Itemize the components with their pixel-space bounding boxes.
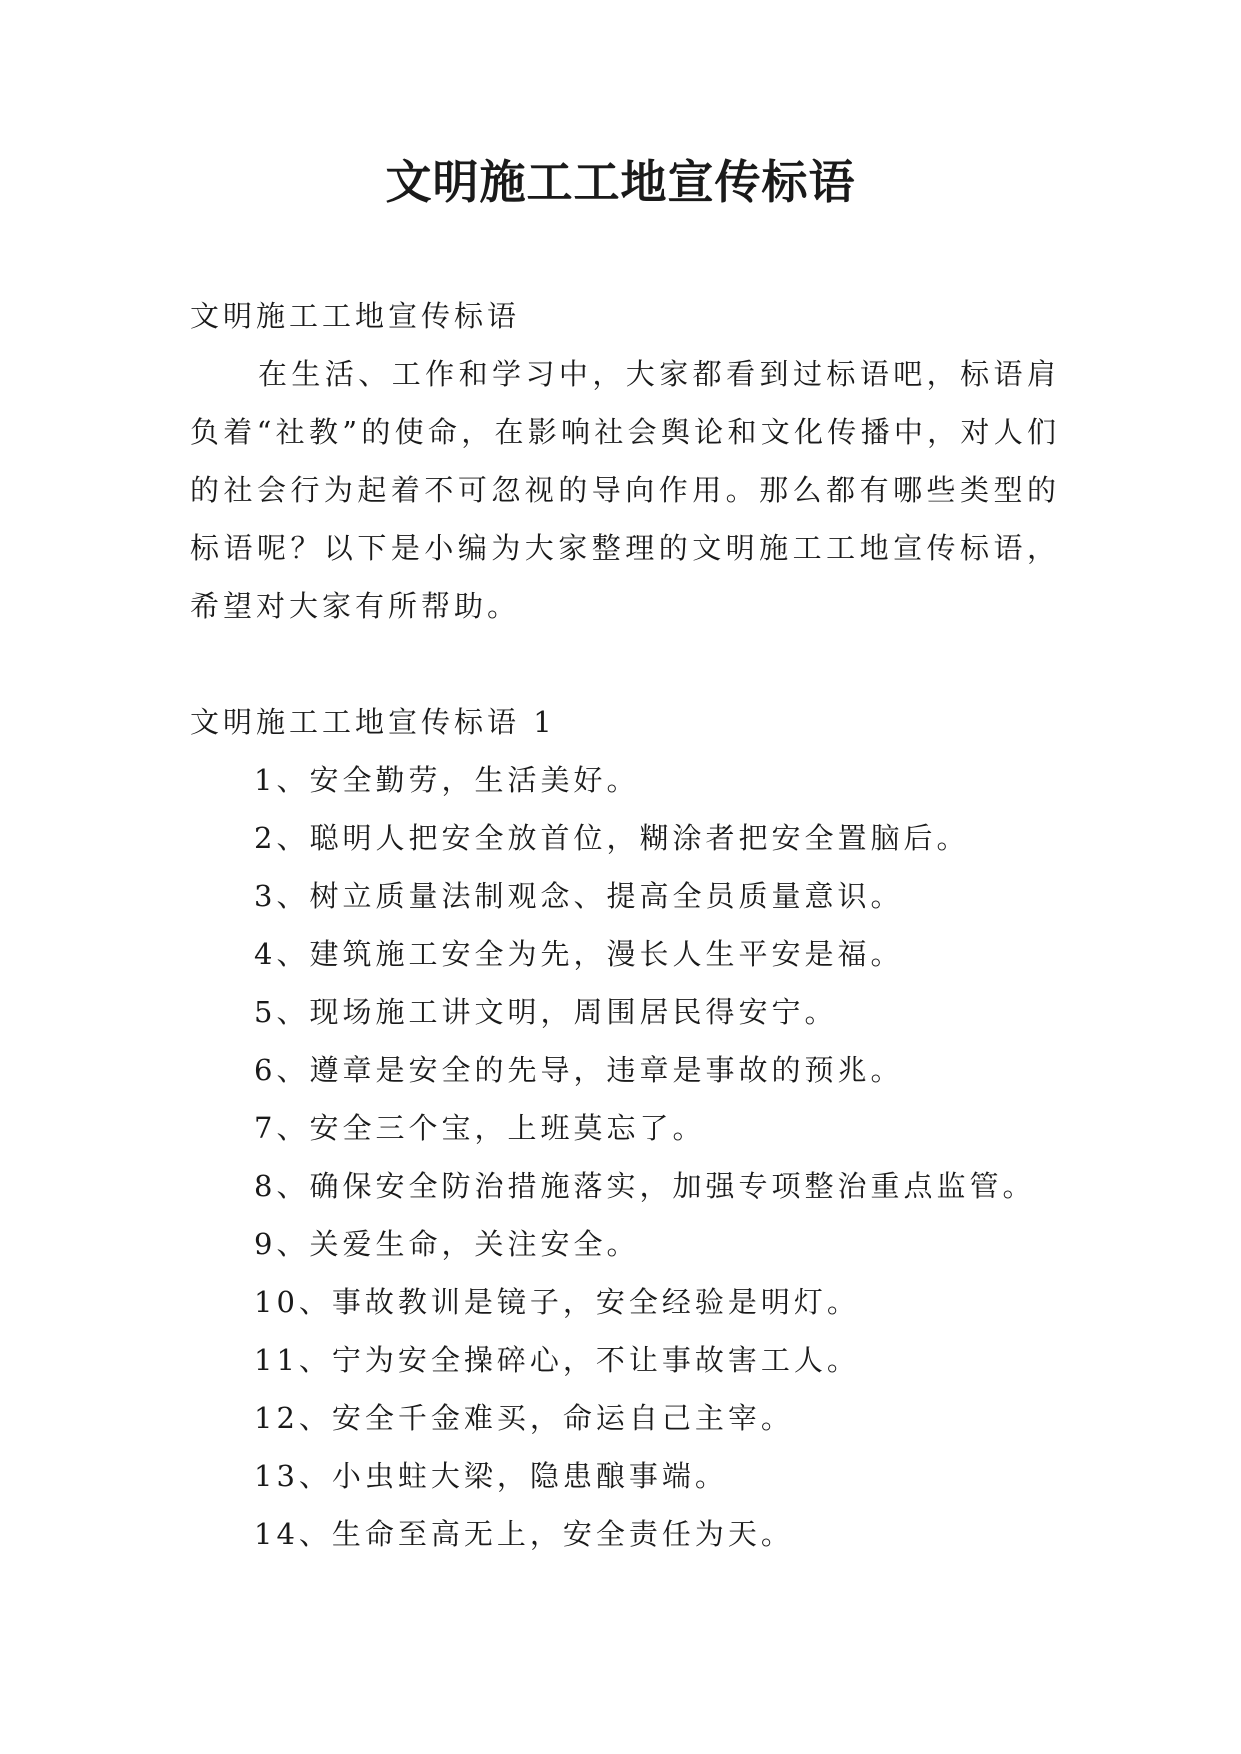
intro-paragraph: 在生活、工作和学习中，大家都看到过标语吧，标语肩负着“社教”的使命，在影响社会舆论和文化传播中，对人们的社会行为起着不可忽视的导向作用。那么都有哪些类型的标语呢？以下是小编为大家整理的文明施工工地宣传标语，希望对大家有所帮助。 — [190, 357, 1060, 623]
slogan-item: 4、建筑施工安全为先，漫长人生平安是福。 — [254, 937, 904, 971]
slogan-item: 5、现场施工讲文明，周围居民得安宁。 — [254, 995, 838, 1029]
slogan-item: 11、宁为安全操碎心，不让事故害工人。 — [254, 1343, 860, 1377]
slogan-item: 2、聪明人把安全放首位，糊涂者把安全置脑后。 — [254, 821, 970, 855]
slogan-item: 14、生命至高无上，安全责任为天。 — [254, 1517, 794, 1551]
slogan-item: 12、安全千金难买，命运自己主宰。 — [254, 1401, 794, 1435]
slogan-list — [190, 751, 1060, 1563]
document-title: 文明施工工地宣传标语 — [385, 155, 856, 209]
section-heading: 文明施工工地宣传标语 1 — [190, 705, 556, 739]
slogan-item: 9、关爱生命，关注安全。 — [254, 1227, 640, 1261]
slogan-item: 6、遵章是安全的先导，违章是事故的预兆。 — [254, 1053, 904, 1087]
slogan-item: 8、确保安全防治措施落实，加强专项整治重点监管。 — [254, 1169, 1036, 1203]
section-gap — [190, 635, 1060, 693]
slogan-item: 3、树立质量法制观念、提高全员质量意识。 — [254, 879, 904, 913]
slogan-item: 7、安全三个宝，上班莫忘了。 — [254, 1111, 706, 1145]
slogan-item: 10、事故教训是镜子，安全经验是明灯。 — [254, 1285, 860, 1319]
slogan-item: 13、小虫蛀大梁，隐患酿事端。 — [254, 1459, 728, 1493]
document-subtitle: 文明施工工地宣传标语 — [190, 299, 521, 333]
slogan-item: 1、安全勤劳，生活美好。 — [254, 763, 640, 797]
document-body — [190, 287, 1060, 1563]
